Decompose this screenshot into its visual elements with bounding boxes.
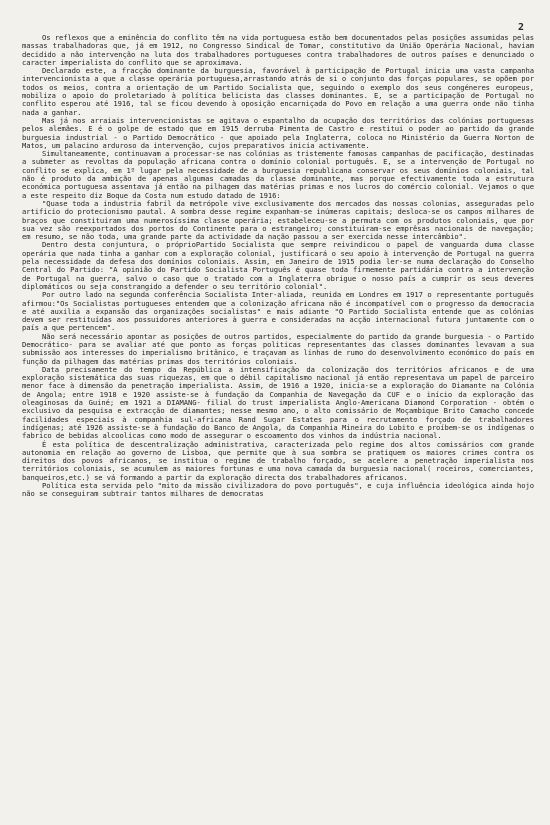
quotation-paragraph: "Quase toda a industria fabril da metrópole vive exclusivamente dos mercados das nossas colonias, asseguradas pelo artificio do protecionismo pautal. A sombra desse regime expanham-se inúmeras capitais; desloca-se os campos milhares de braços que constituiram uma numerosíssima classe operária; estabeleceu-se a permuta com os produtos coloniais, que por sua vez são reexportados dos portos do Continente para o estrangeiro; constituiram-se emprêsas nacionais de navegação; em resumo, se não toda, uma grande parte da actividade da nação passou a ser exercida nesse intercâmbio". [22, 198, 534, 242]
paragraph: Data precisamente do tempo da República a intensificação da colonização dos territórios africanos e de uma exploração sistemática das suas riquezas, em que o débil capitalismo nacional já então representava um papel de parceiro menor face à dimensão da penetração imperialista. Assim, de 1916 a 1920, inicia-se a exploração do Diamante na Colónia de Angola; entre 1918 e 1920 assiste-se à fundação da Companhia de Navegação da CUF e o início da exploração das oleaginosas da Guiné; em 1921 a DIAMANG- filial do trust imperialista Anglo-Americana Diamond Corporation - obtém o exclusivo da pesquisa e extracção de diamantes; nesse mesmo ano, o alto comissário de Moçambique Brito Camacho concede facilidades especiais à companhia sul-africana Rand Sugar Estates para o recrutamento forçado de trabalhadores indígenas; até 1926 assiste-se à fundação do Banco de Angola, da Companhia Mineira do Lobito e proíbem-se os indígenas o fabrico de bebidas alcoolicas como modo de assegurar o escoamento dos vinhos da indústria nacional. [22, 364, 534, 441]
page-number: 2 [517, 22, 524, 33]
paragraph: Os reflexos que a eminência do conflito têm na vida portuguesa estão bem documentados pelas posições assumidas pelas massas trabalhadoras que, já em 1912, no Congresso Sindical de Tomar, constitutivo da União Operária Nacional, haviam decidido a não intervenção na luta dos trabalhadores portugueses contra trabalhadores de outros países e denunciado o caracter imperialista do conflito que se aproximava. [22, 33, 534, 67]
paragraph: Declarado este, a fracção dominante da burguesia, favorável à participação de Portugal inicia uma vasta campanha intervencionista a que a classe operária portuguesa,arrastando atrás de si o conjunto das forças populares, se opõem por todos os meios, contra a orientação de um Partido Socialista que, seguindo o exemplo dos seus congéneres europeus, mobiliza o apoio do proletariado à política belicista das classes dominantes. E, se a participação de Portugal no conflito esperou até 1916, tal se ficou devendo à oposição encarniçada do Povo em relação a uma guerra onde não tinha nada a ganhar. [22, 66, 534, 117]
document-body [22, 34, 534, 499]
paragraph: É esta política de descentralização administrativa, caracterizada pelo regime dos altos comissários com grande autonomia em relação ao governo de Lisboa, que permite que à sua sombra se pratiquem os maiores crimes contra os direitos dos povos africanos, se institua o regime de trabalho forçado, se acelere a penetração imperialista nos territórios coloniais, se acumulem as maiores fortunas e uma nova camada da burguesia nacional( roceiros, comerciantes, banqueiros,etc.) se vá formando a partir da exploração directa dos trabalhadores africanos. [22, 439, 534, 482]
paragraph: Por outro lado na segunda conferência Socialista Inter-aliada, reunida em Londres em 1917 o representante português afirmou:"Os Socialistas portugueses entendem que a colonização africana não é incompatível com o progresso da democracia e até auxilia a expansão das organizações socialistas" e mais adiante "O Partido Socialista entende que as colónias devem ser restituídas aos possuidores anteriores à guerra e consideradas na acção internacional futura juntamente com o país a que pertencem". [22, 290, 534, 333]
paragraph: Simultaneamente, continuavam a processar-se nas colónias as tristemente famosas campanhas de pacificação, destinadas a submeter as revoltas da população africana contra o domínio colonial português. E, se a intervenção de Portugal no conflito se explica, em 1º lugar pela necessidade de a burguesia republicana conservar os seus domínios coloniais, tal não é produto da ambição de apenas algumas camadas da classe dominante, mas porque efectivamente toda a estrutura económica portuguesa assentava já então na pilhagem das matérias primas e nos lucros do comércio colonial. Vejamos o que a este respeito diz Boque da Costa num estudo datado de 1916: [22, 149, 534, 200]
paragraph: Não será necessário apontar as posições de outros partidos, especialmente do partido da grande burguesia - o Partido Democrático- para se avaliar até que ponto as forças politicas representantes das classes dominantes levavam a sua submissão aos interesses do imperialismo britânico, e traçavam as linhas de rumo do desenvolvimento económico do país em função da pilhagem das matérias primas dos territórios coloniais. [22, 331, 534, 366]
paragraph: Política esta servida pelo "mito da missão civilizadora do povo português", e cuja influência ideológica ainda hojo não se conseguiram subtrair tantos milhares de democratas [22, 481, 534, 499]
paragraph: Mas já nos arraiais intervencionistas se agitava o espantalho da ocupação dos territórios das colónias portuguesas pelos alemães. E é o golpe de estado que em 1915 derruba Pimenta de Castro e restitui o poder ao partido da grande burguesia industrial - o Partido Democrático - que apoiado pela Inglaterra, coloca no Ministério da Guerra Norton de Matos, um palacino arduroso da intervenção, cujos preparativos inicia activamente. [22, 115, 534, 150]
paragraph: Dentro desta conjuntura, o próprioPartido Socialista que sempre reivindicou o papel de vanguarda duma classe operária que nada tinha a ganhar com a exploração colonial, justificará o seu apoio à intervenção de Portugal na guerra pela necessidade da defesa dos domínios coloniais. Assim, em Janeiro de 1915 podia ler-se numa declaração do Conselho Central do Partido: "A opinião do Partido Socialista Português é quase toda firmemente partidária contra a intervenção de Portugal na guerra, salvo o caso que o tratado com a Inglaterra obrigue o nosso país a cumprir os seus deveres diplomáticos ou seja constrangido a defender o seu território colonial". [22, 240, 534, 291]
